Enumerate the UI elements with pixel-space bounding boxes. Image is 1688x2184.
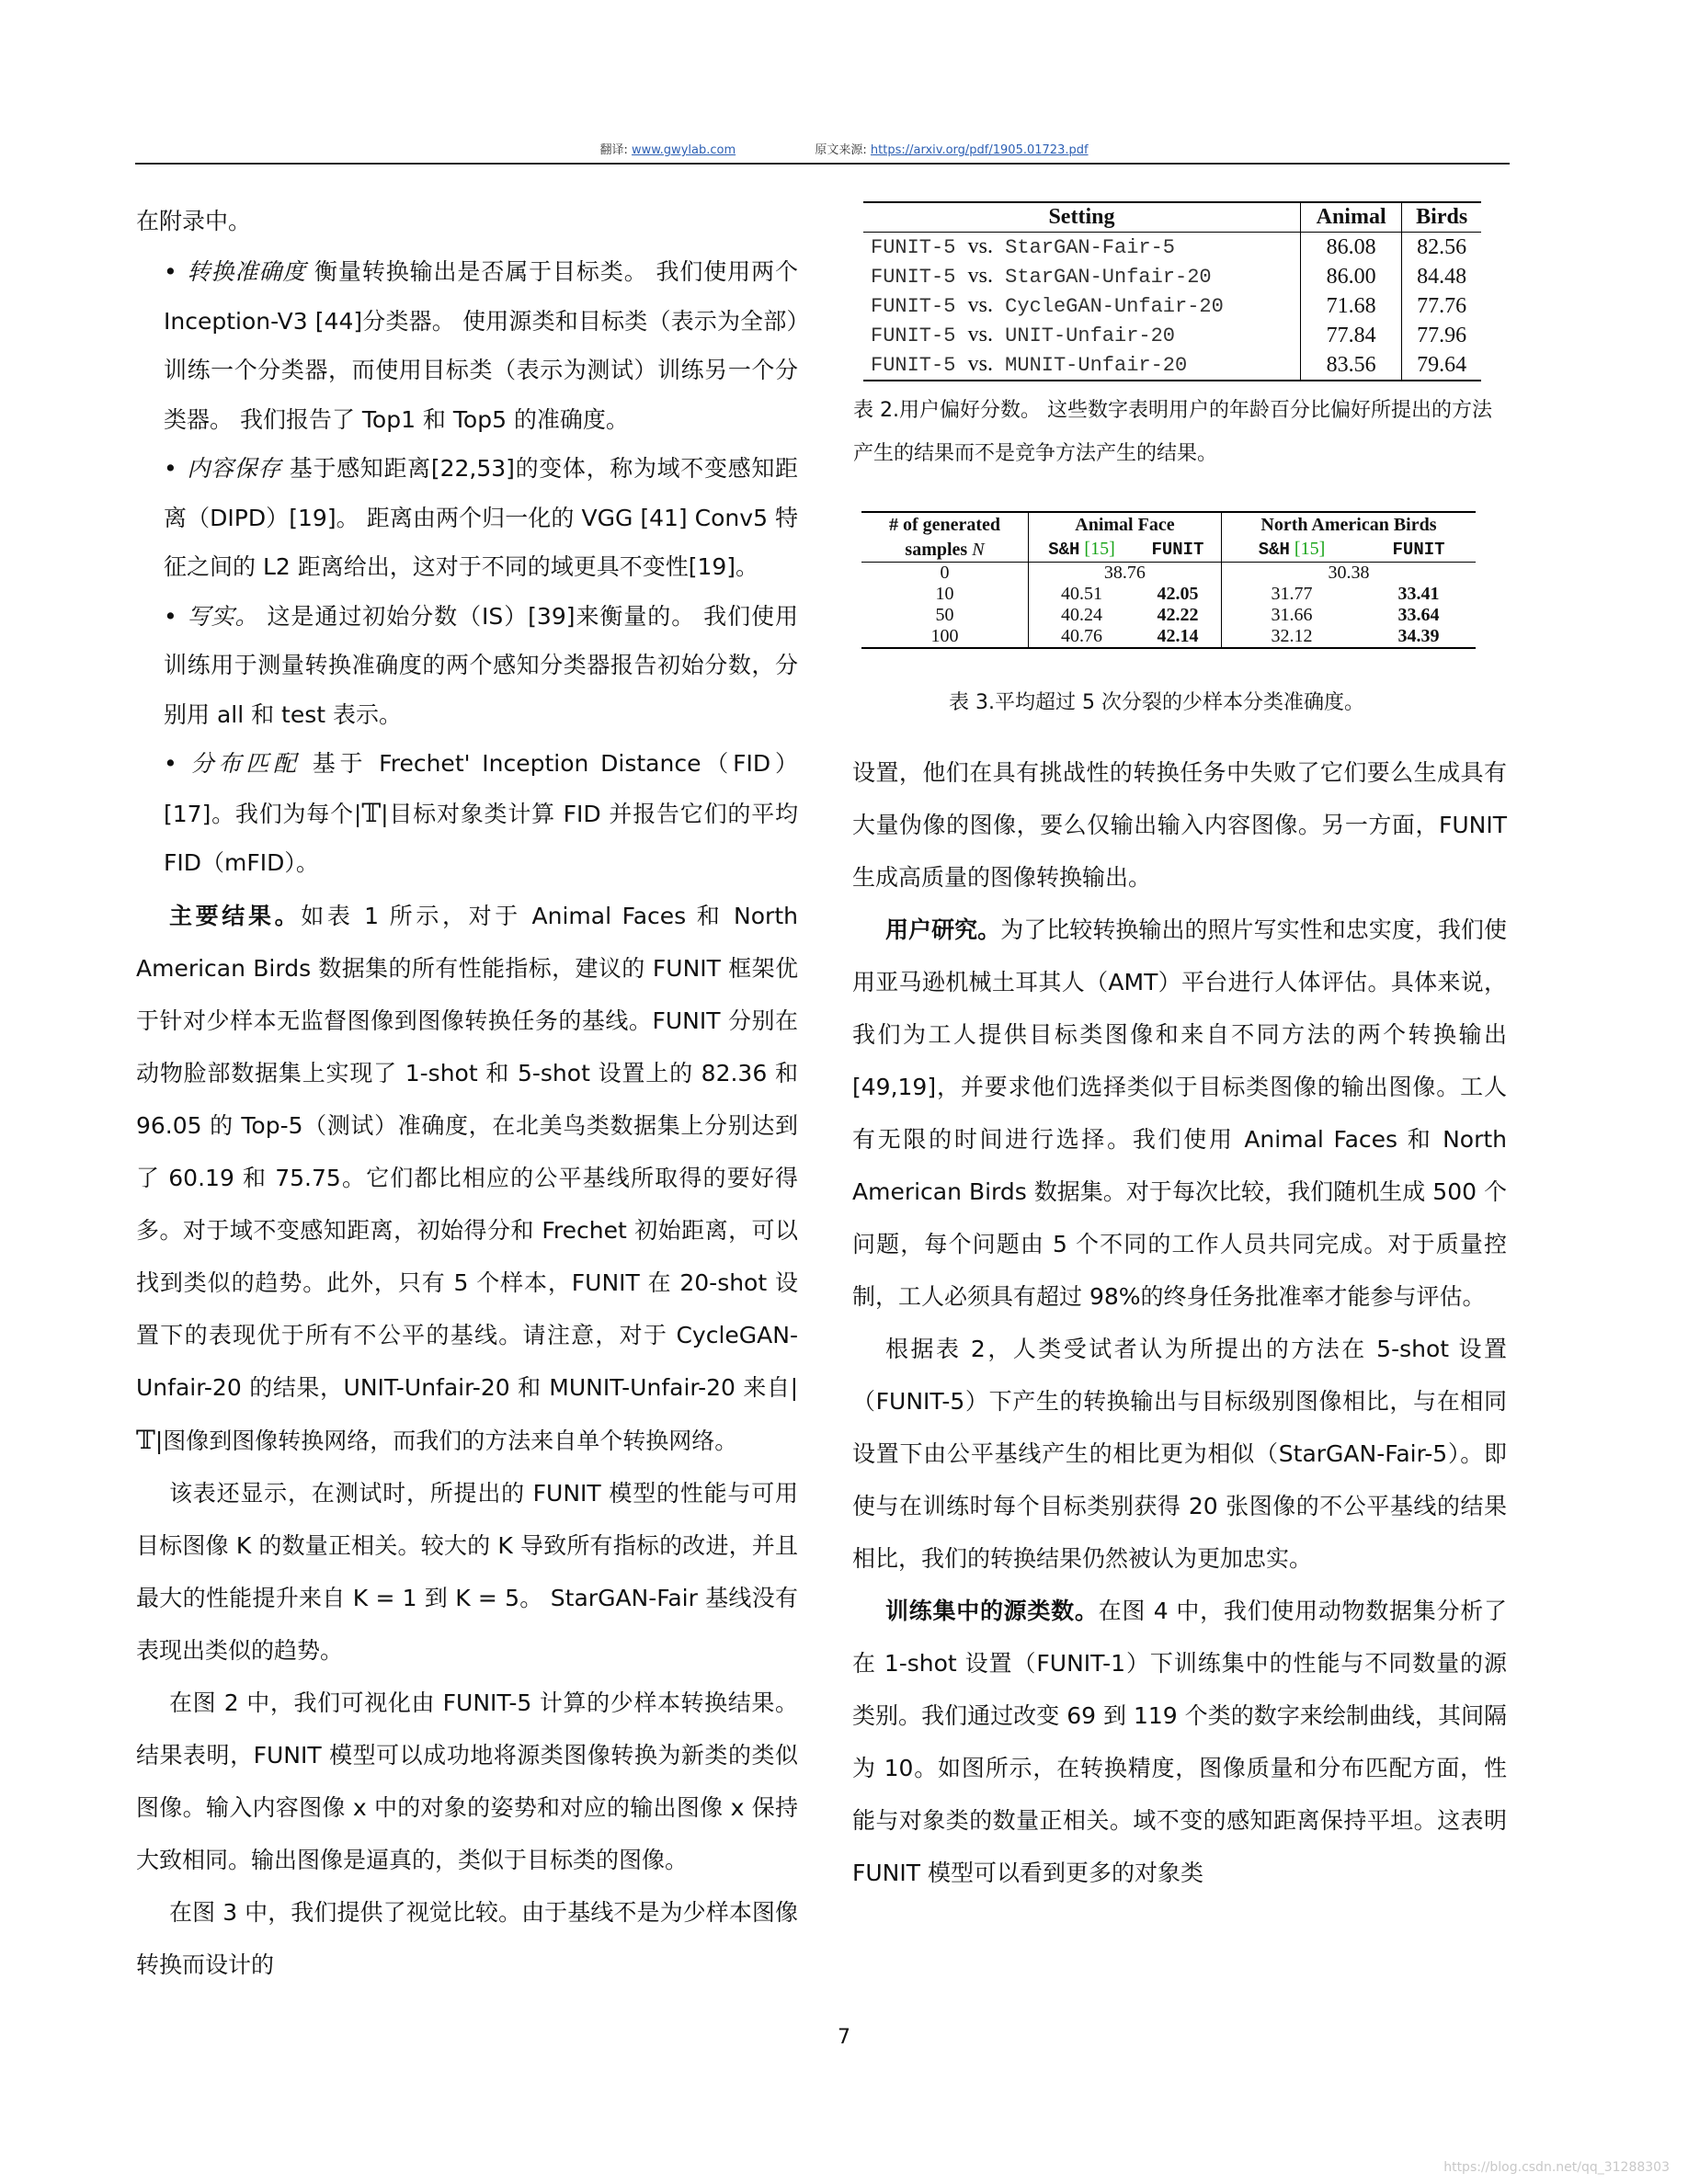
user-preference-table xyxy=(863,201,1481,381)
metric-item: • 内容保存 基于感知距离[22,53]的变体，称为域不变感知距离（DIPD）[19]。 距离由两个归一化的 VGG [41] Conv5 特征之间的 L2 距离给出，这对于不同的域更具不变性[19]。 xyxy=(164,455,798,580)
setting-cell: FUNIT-5 vs. CycleGAN-Unfair-20 xyxy=(871,293,1224,318)
body-paragraph: 根据表 2，人类受试者认为所提出的方法在 5-shot 设置（FUNIT-5）下产生的转换输出与目标级别图像相比，与在相同设置下由公平基线产生的相比更为相似（StarGAN-Fair-5）。即使与在训练时每个目标类别获得 20 张图像的不公平基线的结果相比，我们的转换结果仍然被认为更加忠实。 xyxy=(852,1336,1507,1572)
body-paragraph: 在图 2 中，我们可视化由 FUNIT-5 计算的少样本转换结果。结果表明，FUNIT 模型可以成功地将源类图像转换为新类的类似图像。输入内容图像 x 中的对象的姿势和对应的输出图像 x 保持大致相同。输出图像是逼真的，类似于目标类的图像。 xyxy=(136,1689,798,1873)
birds-funit-value: 33.41 xyxy=(1397,584,1440,604)
body-paragraph: 设置，他们在具有挑战性的转换任务中失败了它们要么生成具有大量伪像的图像，要么仅输出输入内容图像。另一方面，FUNIT 生成高质量的图像转换输出。 xyxy=(852,759,1507,891)
column-header: Animal xyxy=(1300,202,1401,233)
birds-funit-value: 34.39 xyxy=(1397,626,1440,646)
main-results-paragraph: 主要结果。如表 1 所示，对于 Animal Faces 和 North American Birds 数据集的所有性能指标，建议的 FUNIT 框架优于针对少样本无监督图像到图像转换任务的基线。FUNIT 分别在动物脸部数据集上实现了 1-shot 和 5-shot 设置上的 82.36 和 96.05 的 Top-5（测试）准确度，在北美鸟类数据集上分别达到了 60.19 和 75.75。它们都比相应的公平基线所取得的要好得多。对于域不变感知距离，初始得分和 Frechet 初始距离，可以找到类似的趋势。此外，只有 5 个样本，FUNIT 在 20-shot 设置下的表现优于所有不公平的基线。请注意，对于 CycleGAN-Unfair-20 的结果，UNIT-Unfair-20 和 MUNIT-Unfair-20 来自|𝕋|图像到图像转换网络，而我们的方法来自单个转换网络。 xyxy=(136,902,798,1455)
column-header: Birds xyxy=(1402,202,1481,233)
animal-score: 86.08 xyxy=(1300,233,1401,263)
metric-item: • 写实。 这是通过初始分数（IS）[39]来衡量的。 我们使用训练用于测量转换准确度的两个感知分类器报告初始分数，分别用 all 和 test 表示。 xyxy=(164,602,798,728)
section-heading: 用户研究。 xyxy=(885,916,1001,943)
animal-funit-value: 42.22 xyxy=(1157,605,1199,625)
birds-score: 77.76 xyxy=(1402,291,1481,321)
birds-funit-value: 33.64 xyxy=(1397,605,1440,625)
animal-score: 77.84 xyxy=(1300,321,1401,350)
table-row xyxy=(863,350,1481,381)
animal-value: 38.76 xyxy=(1028,563,1221,585)
table-row xyxy=(863,262,1481,291)
setting-cell: FUNIT-5 vs. MUNIT-Unfair-20 xyxy=(871,352,1188,377)
table-row xyxy=(861,584,1476,605)
metric-text: 衡量转换输出是否属于目标类。 我们使用两个Inception-V3 [44]分类器。 使用源类和目标类（表示为全部）训练一个分类器，而使用目标类（表示为测试）训练另一个分类器。 我们报告了 Top1 和 Top5 的准确度。 xyxy=(164,258,798,433)
user-study-paragraph: 用户研究。为了比较转换输出的照片写实性和忠实度，我们使用亚马逊机械土耳其人（AMT）平台进行人体评估。具体来说，我们为工人提供目标类图像和来自不同方法的两个转换输出[49,19]，并要求他们选择类似于目标类图像的输出图像。工人有无限的时间进行选择。我们使用 Animal Faces 和 North American Birds 数据集。对于每次比较，我们随机生成 500 个问题，每个问题由 5 个不同的工作人员共同完成。对于质量控制，工人必须具有超过 98%的终身任务批准率才能参与评估。 xyxy=(852,916,1507,1310)
column-header: S&H [15] xyxy=(1028,537,1135,563)
table-row xyxy=(861,626,1476,648)
table2-caption: 表 2.用户偏好分数。 这些数字表明用户的年龄百分比偏好所提出的方法产生的结果而不是竞争方法产生的结果。 xyxy=(853,399,1492,465)
birds-score: 84.48 xyxy=(1402,262,1481,291)
metric-item: • 分布匹配 基于 Frechet' Inception Distance（FID）[17]。我们为每个|𝕋|目标对象类计算 FID 并报告它们的平均 FID（mFID）。 xyxy=(164,750,798,876)
page-header xyxy=(0,140,1688,157)
table-row xyxy=(863,233,1481,263)
animal-sh-value: 40.51 xyxy=(1028,584,1135,605)
birds-score: 77.96 xyxy=(1402,321,1481,350)
birds-value: 30.38 xyxy=(1221,563,1476,585)
metric-text: 这是通过初始分数（IS）[39]来衡量的。 我们使用训练用于测量转换准确度的两个感知分类器报告初始分数，分别用 all 和 test 表示。 xyxy=(164,602,798,728)
animal-score: 71.68 xyxy=(1300,291,1401,321)
column-header: # of generated xyxy=(888,515,1001,535)
source-link[interactable]: https://arxiv.org/pdf/1905.01723.pdf xyxy=(870,143,1089,157)
column-header: Animal Face xyxy=(1028,512,1221,537)
target-set-symbol: 𝕋 xyxy=(136,1424,155,1455)
watermark: https://blog.csdn.net/qq_31288303 xyxy=(1443,2160,1670,2175)
target-set-symbol: 𝕋 xyxy=(361,797,382,828)
table-header-row xyxy=(861,512,1476,537)
table-row xyxy=(863,291,1481,321)
setting-cell: FUNIT-5 vs. UNIT-Unfair-20 xyxy=(871,323,1176,347)
animal-sh-value: 40.76 xyxy=(1028,626,1135,648)
column-header: samples N xyxy=(861,537,1028,563)
birds-score: 82.56 xyxy=(1402,233,1481,263)
left-column xyxy=(136,195,798,1991)
birds-score: 79.64 xyxy=(1402,350,1481,381)
body-paragraph: 该表还显示，在测试时，所提出的 FUNIT 模型的性能与可用目标图像 K 的数量正相关。较大的 K 导致所有指标的改进，并且最大的性能提升来自 K = 1 到 K = 5。 StarGAN-Fair 基线没有表现出类似的趋势。 xyxy=(136,1479,798,1664)
n-cell: 10 xyxy=(935,584,954,604)
section-heading: 训练集中的源类数。 xyxy=(885,1598,1099,1624)
animal-sh-value: 40.24 xyxy=(1028,605,1135,626)
metric-term: 转换准确度 xyxy=(186,258,307,285)
citation-link: [15] xyxy=(1084,539,1115,559)
setting-cell: FUNIT-5 vs. StarGAN-Unfair-20 xyxy=(871,264,1212,289)
translate-label: 翻译: xyxy=(599,143,628,157)
animal-funit-value: 42.05 xyxy=(1157,584,1199,604)
table-row xyxy=(861,605,1476,626)
animal-funit-value: 42.14 xyxy=(1157,626,1199,646)
n-cell: 100 xyxy=(930,626,959,646)
table-row xyxy=(861,563,1476,585)
n-cell: 50 xyxy=(935,605,954,625)
table3-caption: 表 3.平均超过 5 次分裂的少样本分类准确度。 xyxy=(949,691,1364,714)
metric-item: • 转换准确度 衡量转换输出是否属于目标类。 我们使用两个Inception-V3 [44]分类器。 使用源类和目标类（表示为全部）训练一个分类器，而使用目标类（表示为测试）训练另一个分类器。 我们报告了 Top1 和 Top5 的准确度。 xyxy=(164,258,798,433)
column-header: FUNIT xyxy=(1135,537,1221,563)
metric-text: 基于感知距离[22,53]的变体，称为域不变感知距离（DIPD）[19]。 距离由两个归一化的 VGG [41] Conv5 特征之间的 L2 距离给出，这对于不同的域更具不变性[19]。 xyxy=(164,455,798,580)
column-header: FUNIT xyxy=(1362,537,1476,563)
metric-text: 基于 Frechet' Inception Distance（FID）[17]。我们为每个| xyxy=(164,750,798,827)
translator-link[interactable]: www.gwylab.com xyxy=(631,143,736,157)
metric-text: |目标对象类计算 FID 并报告它们的平均 FID（mFID）。 xyxy=(164,800,798,876)
metric-term: 写实。 xyxy=(186,602,259,630)
intro-text: 在附录中。 xyxy=(136,208,252,234)
metric-list xyxy=(136,247,798,888)
body-paragraph: 在图 3 中，我们提供了视觉比较。由于基线不是为少样本图像转换而设计的 xyxy=(136,1898,798,1978)
table-subheader-row xyxy=(861,537,1476,563)
birds-sh-value: 31.66 xyxy=(1221,605,1362,626)
citation-link: [15] xyxy=(1294,539,1326,559)
n-cell: 0 xyxy=(940,563,950,583)
metric-term: 分布匹配 xyxy=(186,750,301,777)
table-row xyxy=(863,321,1481,350)
page-number: 7 xyxy=(838,2026,850,2049)
column-header: North American Birds xyxy=(1221,512,1476,537)
metric-term: 内容保存 xyxy=(186,455,282,482)
source-label: 原文来源: xyxy=(815,143,867,157)
few-shot-classification-table xyxy=(861,511,1476,649)
animal-score: 86.00 xyxy=(1300,262,1401,291)
birds-sh-value: 32.12 xyxy=(1221,626,1362,648)
animal-score: 83.56 xyxy=(1300,350,1401,381)
column-header: Setting xyxy=(863,202,1300,233)
setting-cell: FUNIT-5 vs. StarGAN-Fair-5 xyxy=(871,234,1176,259)
column-header: S&H [15] xyxy=(1221,537,1362,563)
table-header-row xyxy=(863,202,1481,233)
right-column xyxy=(852,746,1507,1899)
section-heading: 主要结果。 xyxy=(169,902,302,929)
birds-sh-value: 31.77 xyxy=(1221,584,1362,605)
header-rule xyxy=(135,163,1510,165)
source-classes-paragraph: 训练集中的源类数。在图 4 中，我们使用动物数据集分析了在 1-shot 设置（FUNIT-1）下训练集中的性能与不同数量的源类别。我们通过改变 69 到 119 个类的数字来绘制曲线，其间隔为 10。如图所示，在转换精度，图像质量和分布匹配方面，性能与对象类的数量正相关。域不变的感知距离保持平坦。这表明 FUNIT 模型可以看到更多的对象类 xyxy=(852,1598,1507,1886)
